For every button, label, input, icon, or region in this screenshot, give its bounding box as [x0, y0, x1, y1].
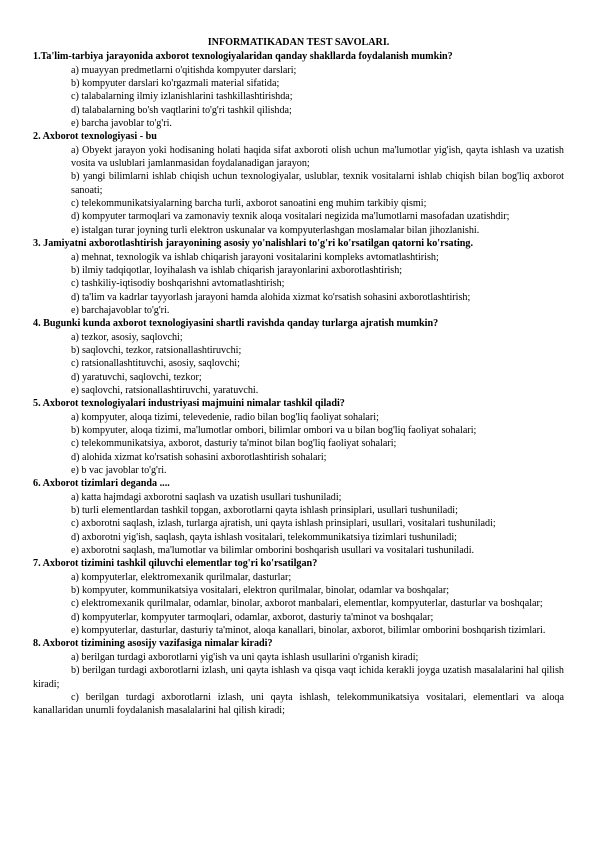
answer-option: d) kompyuterlar, kompyuter tarmoqlari, odamlar, axborot, dasturiy ta'minot va boshqalar; — [71, 611, 434, 623]
question-1 — [33, 50, 564, 130]
answer-option: d) kompyuter tarmoqlari va zamonaviy texnik aloqa vositalari negizida ma'lumotlarni masofadan uzatishdir; — [71, 211, 510, 223]
answer-option: b) kompyuter, kommunikatsiya vositalari, elektron qurilmalar, binolar, odamlar va boshqalar; — [71, 585, 450, 597]
answer-option: b) berilgan turdagi axborotlarni izlash, uni qayta ishlash va qisqa vaqt ichida kerakli joyga uzatish masalalarini hal qilish kiradi; — [33, 665, 564, 690]
answer-option: a) Obyekt jarayon yoki hodisaning holati haqida sifat axboroti olish uchun ma'lumotlar yig'ish, qayta ishlash va uzatish vosita va uslublari jamlanmasidan foydalanadigan jarayon; — [71, 144, 564, 170]
answer-option: a) katta hajmdagi axborotni saqlash va uzatish usullari tushuniladi; — [71, 491, 342, 503]
answer-option: c) axborotni saqlash, izlash, turlarga ajratish, uni qayta ishlash prinsiplari, usullari, vositalari tushuniladi; — [71, 518, 496, 530]
answer-option: b) kompyuter darslari ko'rgazmali material sifatida; — [71, 78, 280, 90]
question-8 — [33, 637, 564, 717]
answer-option: e) saqlovchi, ratsionallashtiruvchi, yaratuvchi. — [71, 384, 259, 396]
answer-option: a) muayyan predmetlarni o'qitishda kompyuter darslari; — [71, 64, 297, 76]
answer-option: b) saqlovchi, tezkor, ratsionallashtiruvchi; — [71, 344, 242, 356]
question-text: 8. Axborot tizimining asosijy vazifasiga nimalar kiradi? — [33, 638, 273, 650]
answer-option: a) tezkor, asosiy, saqlovchi; — [71, 331, 183, 343]
answer-option: c) tashkiliy-iqtisodiy boshqarishni avtomatlashtirish; — [71, 278, 285, 290]
question-text: 5. Axborot texnologiyalari industriyasi majmuini nimalar tashkil qiladi? — [33, 398, 345, 410]
answer-option: d) axborotni yig'ish, saqlash, qayta ishlash vositalari, telekommunikatsiya tizimlari tushuniladi; — [71, 531, 457, 543]
question-text: 7. Axborot tizimini tashkil qiluvchi elementlar tog'ri ko'rsatilgan? — [33, 558, 318, 570]
question-5 — [33, 397, 564, 477]
answer-option: e) b vac javoblar to'g'ri. — [71, 465, 167, 476]
answer-option: d) talabalarning bo'sh vaqtlarini to'g'ri tashkil qilishda; — [71, 104, 292, 116]
question-text: 1.Ta'lim-tarbiya jarayonida axborot texnologiyalaridan qanday shakllarda foydalanish mumkin? — [33, 51, 453, 63]
answer-option: d) ta'lim va kadrlar tayyorlash jarayoni hamda alohida xizmat ko'rsatish sohasini axborotlashtirish; — [71, 291, 471, 303]
question-text: 3. Jamiyatni axborotlashtirish jarayonining asosiy yo'nalishlari to'g'ri ko'rsatilgan qatorni ko'rsating. — [33, 238, 474, 250]
answer-option: a) kompyuter, aloqa tizimi, televedenie, radio bilan bog'liq faoliyat sohalari; — [71, 411, 379, 423]
answer-option: c) telekommunikatsiyalarning barcha turli, axborot sanoatini eng muhim tarkibiy qismi; — [71, 198, 427, 210]
answer-option: b) ilmiy tadqiqotlar, loyihalash va ishlab chiqarish jarayonlarini axborotlashtirish; — [71, 264, 403, 276]
answer-option: d) yaratuvchi, saqlovchi, tezkor; — [71, 371, 202, 383]
answer-option: a) berilgan turdagi axborotlarni yig'ish va uni qayta ishlash usullarini o'rganish kiradi; — [71, 651, 419, 663]
answer-option: c) talabalarning ilmiy izlanishlarini tashkillashtirishda; — [71, 91, 293, 103]
question-2 — [33, 130, 564, 237]
question-6 — [33, 477, 564, 557]
answer-option: a) kompyuterlar, elektromexanik qurilmalar, dasturlar; — [71, 571, 292, 583]
question-3 — [33, 237, 564, 317]
question-text: 6. Axborot tizimlari deganda .... — [33, 478, 170, 490]
question-4 — [33, 317, 564, 397]
question-text: 2. Axborot texnologiyasi - bu — [33, 131, 157, 143]
document-title: INFORMATIKADAN TEST SAVOLARI. — [207, 37, 390, 48]
answer-option: b) yangi bilimlarni ishlab chiqish uchun texnologiyalar, uslublar, texnik vositalarni ishlab chiqish bilan bog'liq axborot sanoati; — [71, 171, 564, 196]
answer-option: b) kompyuter, aloqa tizimi, ma'lumotlar ombori, bilimlar ombori va u bilan bog'liq faoliyat sohalari; — [71, 424, 477, 436]
answer-option: c) telekommunikatsiya, axborot, dasturiy ta'minot bilan bog'liq faoliyat sohalari; — [71, 438, 397, 450]
answer-option: e) istalgan turar joyning turli elektron uskunalar va kompyuterlashgan moslamalar bilan jihozlanishi. — [71, 224, 480, 236]
question-text: 4. Bugunki kunda axborot texnologiyasini shartli ravishda qanday turlarga ajratish mumkin? — [33, 318, 439, 330]
answer-option: e) axborotni saqlash, ma'lumotlar va bilimlar omborini boshqarish usullari va vositalari tushuniladi. — [71, 545, 475, 557]
answer-option: a) mehnat, texnologik va ishlab chiqarish jarayoni vositalarini kompleks avtomatlashtirish; — [71, 251, 439, 263]
answer-option: b) turli elementlardan tashkil topgan, axborotlarni qayta ishlash prinsiplari, usullari tushuniladi; — [71, 505, 458, 517]
answer-option: c) berilgan turdagi axborotlarni izlash, uni qayta ishlash, telekommunikatsiya vositalari, elementlari va aloqa kanallaridan unumli foydalanish masalalarini hal qilish kiradi; — [33, 691, 564, 717]
answer-option: c) elektromexanik qurilmalar, odamlar, binolar, axborot manbalari, elementlar, kompyuterlar, dasturlar va boshqalar; — [71, 598, 543, 610]
answer-option: e) barchajavoblar to'g'ri. — [71, 304, 170, 316]
question-7 — [33, 557, 564, 637]
answer-option: d) alohida xizmat ko'rsatish sohasini axborotlashtirish sohalari; — [71, 451, 327, 463]
answer-option: e) barcha javoblar to'g'ri. — [71, 118, 172, 130]
answer-option: c) ratsionallashtituvchi, asosiy, saqlovchi; — [71, 358, 240, 370]
answer-option: e) kompyuterlar, dasturlar, dasturiy ta'minot, aloqa kanallari, binolar, axborot, bilimlar omborini boshqarish tizimlari. — [71, 625, 546, 637]
